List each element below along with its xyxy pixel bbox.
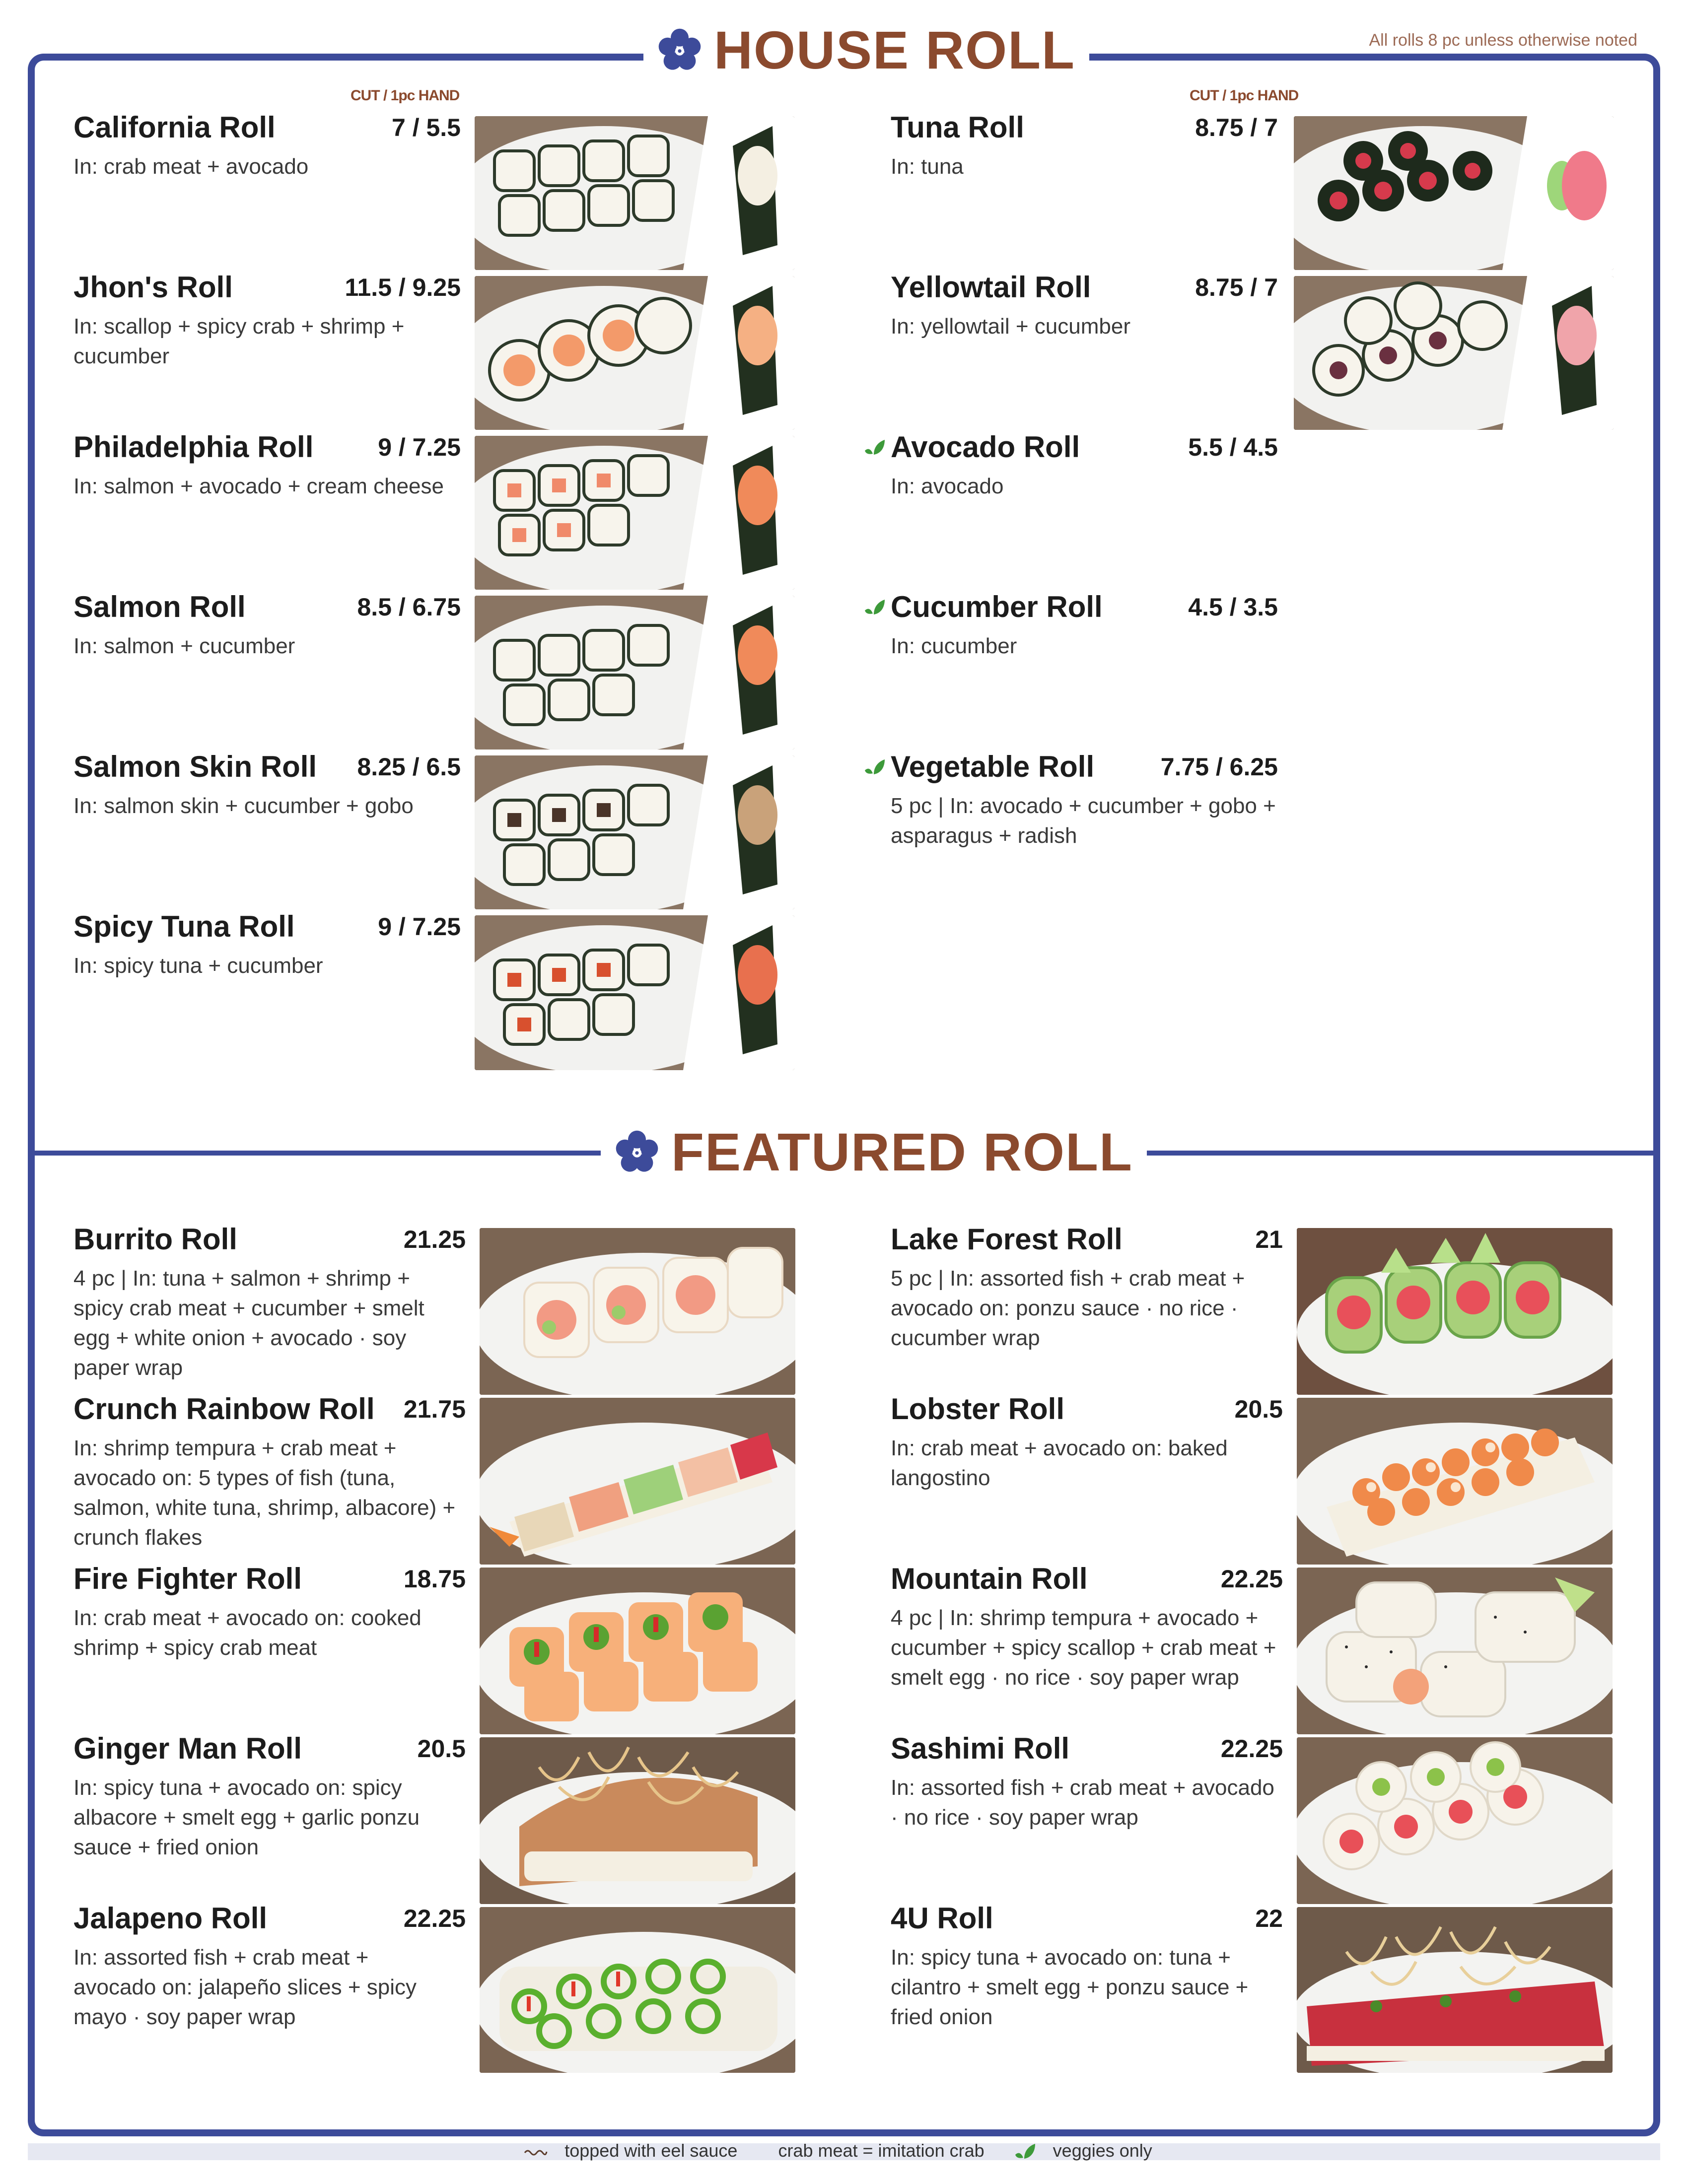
item-price: 18.75 <box>403 1565 466 1593</box>
house-roll-heading: HOUSE ROLL <box>714 20 1076 80</box>
item-desc: In: assorted fish + crab meat + avocado on: jalapeño slices + spicy mayo · soy paper wrap <box>73 1945 417 2029</box>
item-desc: 5 pc | In: assorted fish + crab meat + avocado on: ponzu sauce · no rice · cucumber wrap <box>891 1266 1245 1350</box>
item-price: 22.25 <box>1220 1565 1283 1593</box>
featured-roll-title <box>601 1121 1147 1183</box>
item-name: Cucumber Roll <box>891 590 1103 623</box>
item-desc: In: yellowtail + cucumber <box>891 314 1130 339</box>
roll-photo <box>480 1907 795 2073</box>
roll-photo <box>475 596 794 750</box>
roll-photo <box>475 915 794 1070</box>
menu-item <box>891 1731 1283 1895</box>
item-desc: In: crab meat + avocado on: cooked shrimp + spicy crab meat <box>73 1606 422 1660</box>
roll-photo <box>475 436 794 590</box>
item-price: 20.5 <box>1234 1395 1283 1423</box>
item-price: 8.75 / 7 <box>1195 114 1278 141</box>
item-desc: In: cucumber <box>891 634 1017 658</box>
item-desc: In: spicy tuna + cucumber <box>73 954 323 978</box>
item-price: 21 <box>1255 1226 1283 1253</box>
item-name: 4U Roll <box>891 1902 993 1935</box>
leaf-icon <box>863 438 886 458</box>
featured-roll-heading: FEATURED ROLL <box>671 1122 1133 1182</box>
menu-item <box>73 1731 466 1895</box>
item-desc: 4 pc | In: shrimp tempura + avocado + cucumber + spicy scallop + crab meat + smelt egg · no rice · soy paper wrap <box>891 1606 1276 1690</box>
item-price: 9 / 7.25 <box>378 913 461 941</box>
menu-item <box>73 1562 466 1725</box>
column-header-left: CUT / 1pc HAND <box>351 87 460 104</box>
item-price: 22.25 <box>1220 1735 1283 1763</box>
item-price: 11.5 / 9.25 <box>345 273 461 301</box>
item-price: 4.5 / 3.5 <box>1188 593 1278 621</box>
roll-photo <box>480 1568 795 1734</box>
item-desc: In: salmon + cucumber <box>73 634 295 658</box>
column-header-right: CUT / 1pc HAND <box>1190 87 1299 104</box>
menu-item <box>891 1222 1283 1386</box>
item-desc: In: assorted fish + crab meat + avocado · no rice · soy paper wrap <box>891 1775 1274 1830</box>
item-price: 9 / 7.25 <box>378 433 461 461</box>
item-name: Lake Forest Roll <box>891 1223 1123 1256</box>
menu-item <box>891 750 1278 898</box>
menu-item <box>891 590 1278 739</box>
item-price: 22 <box>1255 1905 1283 1932</box>
roll-photo <box>475 755 794 909</box>
house-roll-title <box>643 19 1089 81</box>
leaf-icon <box>1013 2142 1036 2162</box>
menu-item <box>891 430 1278 579</box>
item-name: Tuna Roll <box>891 111 1024 144</box>
item-desc: In: avocado <box>891 474 1004 498</box>
item-name: Crunch Rainbow Roll <box>73 1392 375 1426</box>
item-desc: In: crab meat + avocado on: baked langostino <box>891 1436 1228 1490</box>
item-name: California Roll <box>73 111 276 144</box>
menu-item <box>73 1392 466 1556</box>
item-price: 7 / 5.5 <box>392 114 461 141</box>
item-name: Burrito Roll <box>73 1223 237 1256</box>
legend-eel-text: topped with eel sauce <box>564 2140 738 2161</box>
item-price: 21.75 <box>403 1395 466 1423</box>
item-name: Ginger Man Roll <box>73 1732 302 1765</box>
menu-item <box>73 750 461 898</box>
leaf-icon <box>863 757 886 777</box>
item-price: 22.25 <box>403 1905 466 1932</box>
menu-item <box>891 1562 1283 1725</box>
legend-crab-text: crab meat = imitation crab <box>778 2140 985 2161</box>
item-desc: In: salmon skin + cucumber + gobo <box>73 794 414 818</box>
flower-icon <box>657 28 702 72</box>
legend-eel <box>524 2140 754 2161</box>
menu-item <box>891 1901 1283 2065</box>
menu-item <box>73 590 461 739</box>
item-desc: In: spicy tuna + avocado on: spicy albacore + smelt egg + garlic ponzu sauce + fried onion <box>73 1775 420 1859</box>
roll-photo <box>1297 1568 1613 1734</box>
roll-photo <box>1297 1228 1613 1395</box>
roll-photo <box>480 1228 795 1395</box>
menu-item <box>891 1392 1283 1556</box>
item-name: Avocado Roll <box>891 430 1080 464</box>
item-desc: 5 pc | In: avocado + cucumber + gobo + asparagus + radish <box>891 794 1276 848</box>
item-price: 8.75 / 7 <box>1195 273 1278 301</box>
item-desc: In: shrimp tempura + crab meat + avocado on: 5 types of fish (tuna, salmon, white tuna, shrimp, albacore) + crunch flakes <box>73 1436 456 1550</box>
item-name: Fire Fighter Roll <box>73 1562 302 1595</box>
item-name: Salmon Roll <box>73 590 246 623</box>
legend-veg <box>1013 2140 1164 2161</box>
item-desc: In: scallop + spicy crab + shrimp + cucumber <box>73 314 405 368</box>
item-name: Yellowtail Roll <box>891 271 1091 304</box>
item-name: Mountain Roll <box>891 1562 1088 1595</box>
item-desc: In: spicy tuna + avocado on: tuna + cilantro + smelt egg + ponzu sauce + fried onion <box>891 1945 1249 2029</box>
legend-veg-text: veggies only <box>1053 2140 1152 2161</box>
item-desc: 4 pc | In: tuna + salmon + shrimp + spicy crab meat + cucumber + smelt egg + white onion + avocado · soy paper wrap <box>73 1266 424 1380</box>
item-desc: In: salmon + avocado + cream cheese <box>73 474 444 498</box>
menu-item <box>891 110 1278 259</box>
menu-item <box>73 909 461 1058</box>
flower-icon <box>615 1130 659 1174</box>
item-name: Spicy Tuna Roll <box>73 910 295 943</box>
item-name: Jalapeno Roll <box>73 1902 268 1935</box>
roll-photo <box>475 276 794 430</box>
item-name: Vegetable Roll <box>891 750 1095 783</box>
item-price: 21.25 <box>403 1226 466 1253</box>
item-price: 5.5 / 4.5 <box>1188 433 1278 461</box>
legend <box>0 2140 1688 2162</box>
menu-item <box>73 430 461 579</box>
item-name: Lobster Roll <box>891 1392 1065 1426</box>
roll-photo <box>475 116 794 270</box>
item-price: 7.75 / 6.25 <box>1160 753 1278 781</box>
menu-item <box>73 1901 466 2065</box>
roll-photo <box>480 1737 795 1904</box>
roll-photo <box>1294 276 1614 430</box>
item-name: Salmon Skin Roll <box>73 750 317 783</box>
item-price: 20.5 <box>417 1735 466 1763</box>
rolls-note: All rolls 8 pc unless otherwise noted <box>1369 31 1637 50</box>
item-name: Sashimi Roll <box>891 1732 1070 1765</box>
menu-item <box>73 110 461 259</box>
leaf-icon <box>863 598 886 617</box>
item-price: 8.5 / 6.75 <box>357 593 461 621</box>
roll-photo <box>480 1398 795 1565</box>
menu-item <box>891 270 1278 419</box>
item-desc: In: crab meat + avocado <box>73 154 309 179</box>
roll-photo <box>1297 1907 1613 2073</box>
item-name: Jhon's Roll <box>73 271 233 304</box>
roll-photo <box>1297 1737 1613 1904</box>
item-desc: In: tuna <box>891 154 964 179</box>
item-price: 8.25 / 6.5 <box>357 753 461 781</box>
menu-item <box>73 270 461 419</box>
roll-photo <box>1294 116 1614 270</box>
eel-sauce-icon <box>524 2148 548 2156</box>
menu-item <box>73 1222 466 1386</box>
item-name: Philadelphia Roll <box>73 430 314 464</box>
roll-photo <box>1297 1398 1613 1565</box>
